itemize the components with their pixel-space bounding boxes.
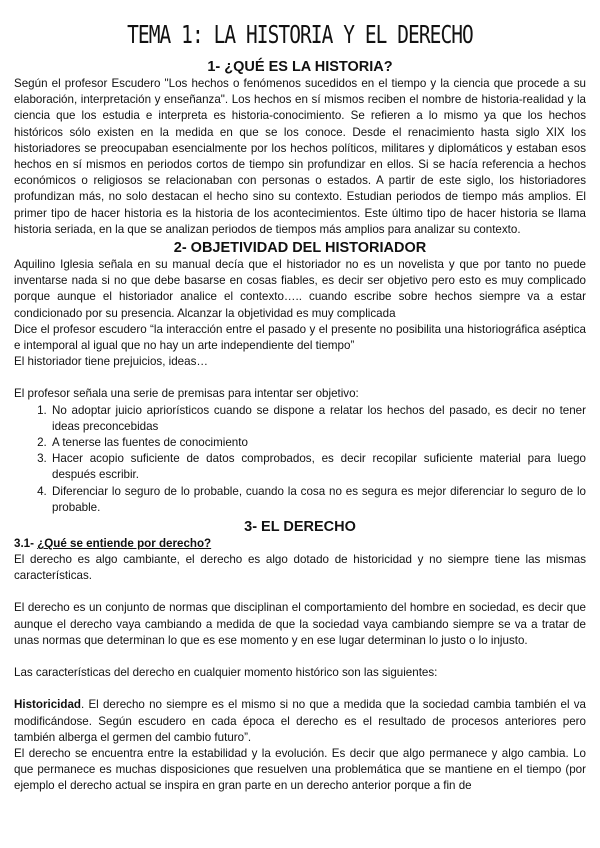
section-3-paragraph-2: El derecho es un conjunto de normas que disciplinan el comportamiento del hombre en sociedad, es decir que aunque el derecho vaya cambiando a medida de que la sociedad vaya cambiando siempre se va a tratar de unas normas que determinan lo que es ese momento y en ese lugar determinan lo justo o lo injusto. [14,601,586,647]
section-3-paragraph-1: El derecho es algo cambiante, el derecho es algo dotado de historicidad y no siempre tiene las mismas características. [14,553,586,583]
premises-list [14,403,586,516]
section-2-heading: 2- OBJETIVIDAD DEL HISTORIADOR [173,240,427,257]
list-item: 3. Hacer acopio suficiente de datos comprobados, es decir recopilar suficiente material para luego después escribir. [50,451,586,483]
historicidad-paragraph [14,697,586,746]
blank-line [14,370,586,386]
subsection-number: 3.1- [14,537,38,551]
historicidad-text: . El derecho no siempre es el mismo si no que a medida que la sociedad cambia también el va modificándose. Según escudero en cada época el derecho es el resultado de procesos anteriores pero también alberga el germen del cambio futuro”. [14,698,586,744]
section-2-paragraph-3: El historiador tiene prejuicios, ideas… [14,355,208,369]
section-3-heading: 3- EL DERECHO [244,519,356,536]
document-title: TEMA 1: LA HISTORIA Y EL DERECHO [127,20,473,49]
blank-line [14,681,586,697]
section-2-paragraph-1: Aquilino Iglesia señala en su manual decía que el historiador no es un novelista y que por tanto no puede inventarse nada si no que debe basarse en cosas fiables, es decir ser objetivo pero esto es muy complicado porque aunque el historiador analice el contexto….. cuando escribe sobre hechos siempre va a estar condicionado por su presencia. Alcanzar la objetividad es muy complicada [14,258,586,320]
list-item: 2. A tenerse las fuentes de conocimiento [50,435,586,451]
blank-line [14,649,586,665]
section-3-paragraph-3: Las características del derecho en cualquier momento histórico son las siguientes: [14,666,438,680]
subsection-title: ¿Qué se entiende por derecho? [37,537,212,551]
blank-line [14,584,586,600]
section-2-paragraph-2: Dice el profesor escudero “la interacción entre el pasado y el presente no posibilita una historiográfica aséptica e intemporal al igual que no hay un arte independiente del tiempo” [14,322,586,353]
section-1-heading: 1- ¿QUÉ ES LA HISTORIA? [207,59,393,75]
subsection-3-1-heading [14,536,586,552]
section-2-paragraph-4: El profesor señala una serie de premisas para intentar ser objetivo: [14,387,359,401]
section-1-paragraph: Según el profesor Escudero "Los hechos o fenómenos sucedidos en el tiempo y la ciencia que procede a su elaboración, interpretación y enseñanza". Los hechos en sí mismos reciben el nombre de historia-realidad y la ciencia que los estudia e interpreta es historia-conocimiento. Se refieren a lo mismo ya que los hechos históricos sólo existen en la medida en que se los conoce. Desde el renacimiento hasta siglo XIX los historiadores se preocupaban esencialmente por los hechos políticos, militares y diplomáticos y estaban esos hechos en sí mismos en periodos cortos de tiempo sin profundizar en ellos. Si se hacía referencia a hechos económicos o religiosos se relacionaban con personas o estados. A partir de este siglo, los historiadores profundizan más, no solo destacan el hecho sino su contexto. Estudian periodos de tiempo más amplios. El primer tipo de hacer historia es la historia de los acontecimientos. Este último tipo de hacer historia se llama historia seriada, en la que se analizan periodos de tiempos más amplios para analizar su contexto. [14,77,586,236]
list-item: 1. No adoptar juicio apriorísticos cuando se dispone a relatar los hechos del pasado, es decir no tener ideas preconcebidas [50,403,586,435]
list-item: 4. Diferenciar lo seguro de lo probable, cuando la cosa no es segura es mejor diferenciar lo seguro de lo probable. [50,484,586,516]
historicidad-term: Historicidad [14,698,81,712]
section-3-paragraph-5: El derecho se encuentra entre la estabilidad y la evolución. Es decir que algo permanece y algo cambia. Lo que permanece es muchas disposiciones que resuelven una problemática que se mantiene en el tiempo (por ejemplo el derecho actual se inspira en gran parte en un derecho anterior porque a fin de [14,746,586,793]
